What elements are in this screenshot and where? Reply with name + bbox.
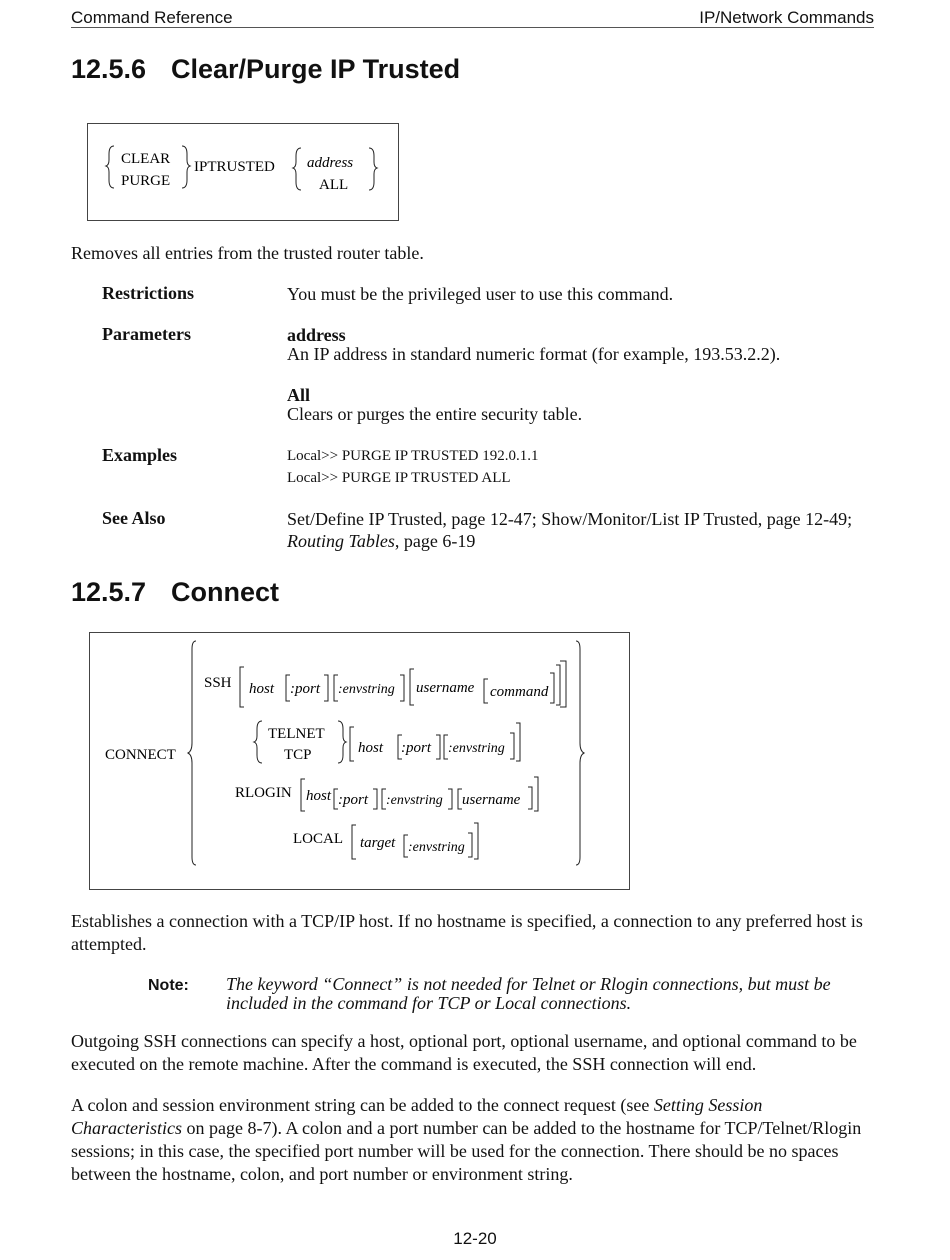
param-address-name: address [287, 325, 346, 345]
connect-paragraph-3 [71, 1094, 876, 1186]
syntax-address: address [307, 155, 354, 171]
see-also-line-2 [287, 531, 475, 551]
syntax-ssh-port: :port [290, 681, 320, 697]
syntax-ssh-host: host [249, 681, 275, 697]
param-all-desc: Clears or purges the entire security table. [287, 404, 583, 424]
note-text: The keyword “Connect” is not needed for Telnet or Rlogin connections, but must be included in the command for TCP or Local connections. [226, 974, 831, 1013]
example-2: Local>> PURGE IP TRUSTED ALL [287, 470, 511, 486]
syntax-rlogin-username: username [462, 792, 521, 808]
restrictions-text: You must be the privileged user to use this command. [287, 284, 674, 304]
examples-label: Examples [102, 445, 178, 465]
syntax-local-envstring: :envstring [408, 840, 465, 855]
syntax-telnet-envstring: :envstring [448, 741, 505, 756]
para3-part-a: A colon and session environment string can be added to the connect request (see [71, 1095, 654, 1115]
syntax-clear: CLEAR [121, 151, 171, 167]
see-also-label: See Also [102, 508, 166, 528]
connect-paragraph-1: Establishes a connection with a TCP/IP host. If no hostname is specified, a connection to any preferred host is attempted. [71, 911, 863, 954]
connect-paragraph-2: Outgoing SSH connections can specify a host, optional port, optional username, and optional command to be executed on the remote machine. After the command is executed, the SSH connection will end. [71, 1031, 857, 1074]
section-title: Clear/Purge IP Trusted [171, 54, 461, 84]
see-also-page: , page 6-19 [394, 531, 476, 551]
syntax-ssh-username: username [416, 680, 475, 696]
note-label: Note: [148, 977, 189, 994]
syntax-ssh-command: command [490, 684, 549, 700]
para3-setting-session-characteristics: Setting Session Characteristics [71, 1095, 763, 1138]
syntax-telnet: TELNET [268, 726, 325, 742]
header-rule [71, 27, 874, 28]
param-all-name: All [287, 385, 311, 405]
syntax-telnet-port: :port [401, 740, 431, 756]
section-number: 12.5.6 [71, 54, 147, 84]
syntax-tcp: TCP [284, 747, 312, 763]
syntax-connect: CONNECT [105, 747, 176, 763]
parameters-label: Parameters [102, 324, 191, 344]
running-header-left: Command Reference [71, 8, 233, 27]
syntax-ssh-envstring: :envstring [338, 682, 395, 697]
syntax-ssh: SSH [204, 675, 232, 691]
example-1: Local>> PURGE IP TRUSTED 192.0.1.1 [287, 448, 539, 464]
syntax-box-connect [89, 632, 630, 890]
syntax-local: LOCAL [293, 831, 343, 847]
syntax-rlogin-port: :port [338, 792, 368, 808]
syntax-diagram-clear-purge [88, 124, 398, 220]
syntax-purge: PURGE [121, 173, 171, 189]
restrictions-label: Restrictions [102, 283, 194, 303]
page-number: 12-20 [453, 1229, 497, 1248]
see-also-routing-tables: Routing Tables [287, 531, 395, 551]
section-title: Connect [171, 577, 279, 607]
running-header-right: IP/Network Commands [699, 8, 874, 27]
syntax-rlogin-host: host [306, 788, 332, 804]
param-address-desc: An IP address in standard numeric format (for example, 193.53.2.2). [287, 344, 781, 364]
syntax-iptrusted: IPTRUSTED [194, 159, 275, 175]
syntax-telnet-host: host [358, 740, 384, 756]
syntax-local-target: target [360, 835, 396, 851]
syntax-diagram-connect [90, 633, 629, 889]
para3-part-b: on page 8-7). A colon and a port number can be added to the hostname for TCP/Telnet/Rlogin sessions; in this case, the specified port number will be used for the connection. There should be no spaces between the hostname, colon, and port number or environment string. [71, 1118, 862, 1184]
section-heading-clear-purge [71, 54, 460, 85]
description-clear-purge: Removes all entries from the trusted router table. [71, 243, 424, 263]
section-number: 12.5.7 [71, 577, 147, 607]
see-also-line-1: Set/Define IP Trusted, page 12-47; Show/Monitor/List IP Trusted, page 12-49; [287, 509, 853, 529]
syntax-rlogin: RLOGIN [235, 785, 292, 801]
syntax-rlogin-envstring: :envstring [386, 793, 443, 808]
syntax-box-clear-purge [87, 123, 399, 221]
syntax-all: ALL [319, 177, 349, 193]
section-heading-connect [71, 577, 279, 608]
